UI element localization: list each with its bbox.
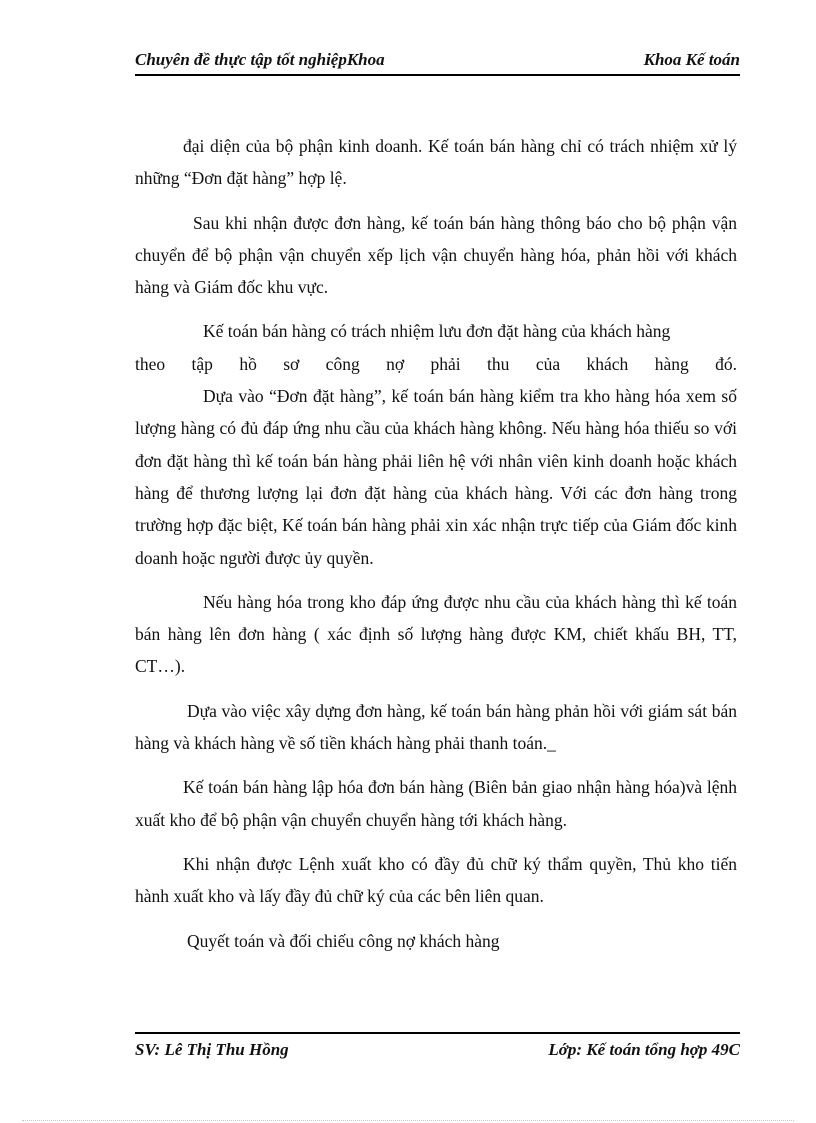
paragraph-2: Sau khi nhận được đơn hàng, kế toán bán hàng thông báo cho bộ phận vận chuyển để bộ phận vận chuyển xếp lịch vận chuyển hàng hóa, phản hồi với khách hàng và Giám đốc khu vực. [135, 212, 737, 298]
footer-student: SV: Lê Thị Thu Hồng [135, 1040, 289, 1059]
paragraph-8: Khi nhận được Lệnh xuất kho có đầy đủ chữ ký thẩm quyền, Thủ kho tiến hành xuất kho và lấy đầy đủ chữ ký của các bên liên quan. [135, 853, 737, 907]
paragraph-3 [135, 315, 737, 380]
paragraph-3-line-1: Kế toán bán hàng có trách nhiệm lưu đơn đặt hàng của khách hàng [203, 321, 671, 342]
page-header [135, 48, 740, 76]
paragraph-9: Quyết toán và đối chiếu công nợ khách hàng [187, 930, 500, 951]
document-body [135, 130, 737, 957]
footer-class: Lớp: Kế toán tổng hợp 49C [548, 1040, 740, 1059]
page-edge-divider [22, 1120, 794, 1121]
paragraph-3-line-2: theo tập hồ sơ công nợ phải thu của khách hàng đó. [135, 353, 737, 374]
header-title: Chuyên đề thực tập tốt nghiệpKhoa [135, 50, 385, 69]
paragraph-4: Dựa vào “Đơn đặt hàng”, kế toán bán hàng kiểm tra kho hàng hóa xem số lượng hàng có đủ đáp ứng nhu cầu của khách hàng không. Nếu hàng hóa thiếu so với đơn đặt hàng thì kế toán bán hàng phải liên hệ với nhân viên kinh doanh hoặc khách hàng để thương lượng lại đơn đặt hàng của khách hàng. Với các đơn hàng trong trường hợp đặc biệt, Kế toán bán hàng phải xin xác nhận trực tiếp của Giám đốc kinh doanh hoặc người được ủy quyền. [135, 386, 737, 568]
paragraph-1: đại diện của bộ phận kinh doanh. Kế toán bán hàng chỉ có trách nhiệm xử lý những “Đơn đặt hàng” hợp lệ. [135, 136, 737, 189]
paragraph-7: Kế toán bán hàng lập hóa đơn bán hàng (Biên bản giao nhận hàng hóa)và lệnh xuất kho để bộ phận vận chuyển chuyển hàng tới khách hàng. [135, 777, 737, 830]
page-footer [135, 1032, 740, 1064]
paragraph-6: Dựa vào việc xây dựng đơn hàng, kế toán bán hàng phản hồi với giám sát bán hàng và khách hàng về số tiền khách hàng phải thanh toán._ [135, 700, 737, 754]
paragraph-5: Nếu hàng hóa trong kho đáp ứng được nhu cầu của khách hàng thì kế toán bán hàng lên đơn hàng ( xác định số lượng hàng được KM, chiết khấu BH, TT, CT…). [135, 591, 737, 677]
header-department: Khoa Kế toán [643, 50, 740, 69]
